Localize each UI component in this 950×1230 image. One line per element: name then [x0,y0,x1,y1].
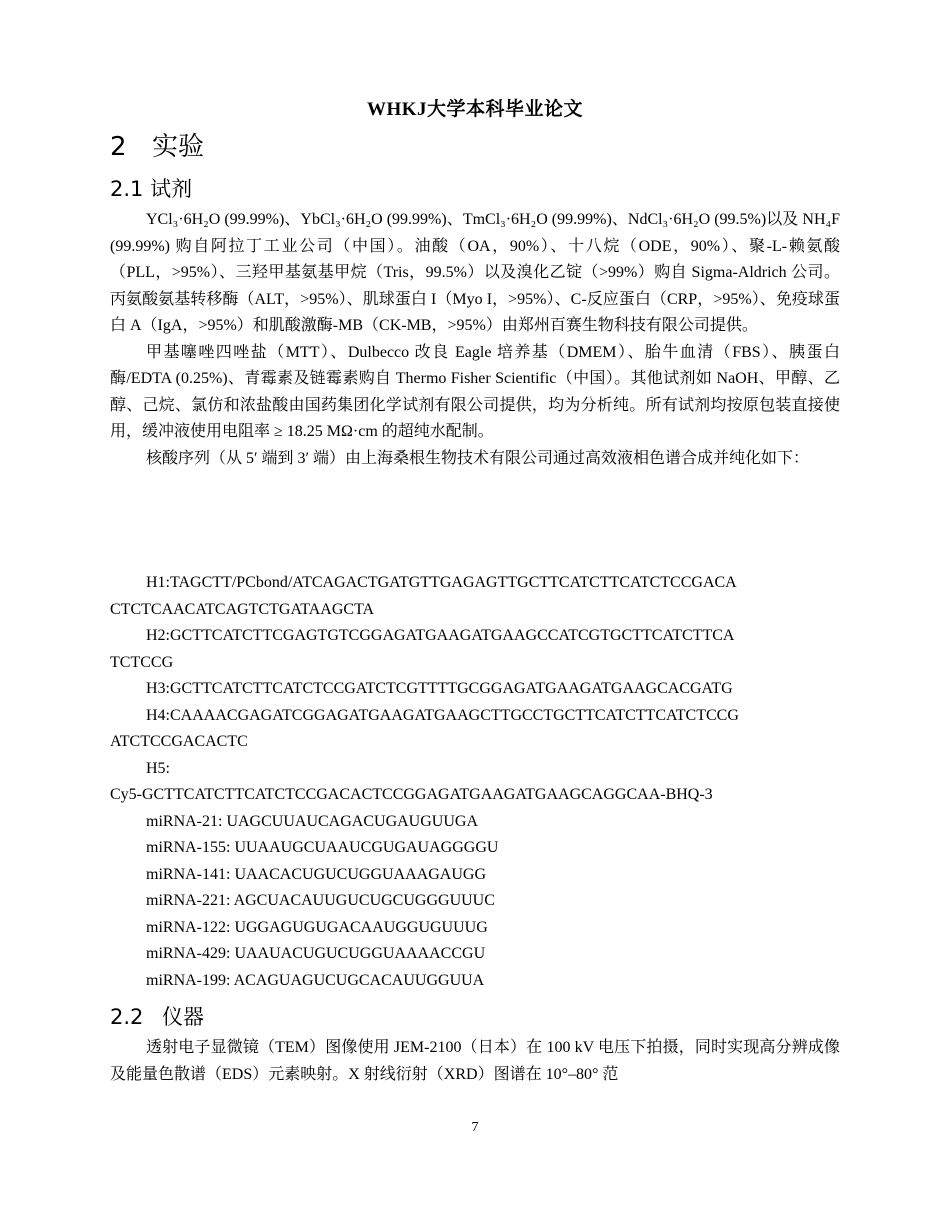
sequence-line: CTCTCAACATCAGTCTGATAAGCTA [110,600,375,618]
sequence-line: miRNA-21: UAGCUUAUCAGACUGAUGUUGA [146,812,478,830]
sequence-line: miRNA-155: UUAAUGCUAAUCGUGAUAGGGGU [146,839,499,856]
paragraph: 透射电子显微镜（TEM）图像使用 JEM-2100（日本）在 100 kV 电压下拍摄，同时实现高分辨成像及能量色散谱（EDS）元素映射。X 射线衍射（XRD）图谱在 10°–80° 范 [110,1039,840,1083]
section-heading-reagents [110,173,192,203]
paragraph: 甲基噻唑四唑盐（MTT）、Dulbecco 改良 Eagle 培养基（DMEM）、胎牛血清（FBS）、胰蛋白酶/EDTA (0.25%)、青霉素及链霉素购自 Thermo Fisher Scientific（中国）。其他试剂如 NaOH、甲醇、乙醇、己烷、氯仿和浓盐酸由国药集团化学试剂有限公司提供，均为分析纯。所有试剂均按原包装直接使用，缓冲液使用电阻率 ≥ 18.25 MΩ·cm 的超纯水配制。 [110,343,840,440]
sequence-line: H3:GCTTCATCTTCATCTCCGATCTCGTTTTGCGGAGATGAAGATGAAGCACGATG [146,680,733,697]
section-title: 试剂 [150,177,193,201]
instruments-body [110,1035,840,1088]
chapter-heading [110,126,204,163]
sequence-line: H1:TAGCTT/PCbond/ATCAGACTGATGTTGAGAGTTGCTTCATCTTCATCTCCGACA [146,574,737,591]
sequence-line: H2:GCTTCATCTTCGAGTGTCGGAGATGAAGATGAAGCCATCGTGCTTCATCTTCA [146,627,735,644]
paragraph: 核酸序列（从 5′ 端到 3′ 端）由上海桑根生物技术有限公司通过高效液相色谱合成并纯化如下： [146,449,810,467]
section-number: 2.2 [110,1005,144,1029]
sequence-line: miRNA-199: ACAGUAGUCUGCACAUUGGUUA [146,971,485,989]
chapter-title: 实验 [152,132,205,162]
sequence-line: miRNA-429: UAAUACUGUCUGGUAAAACCGU [146,945,486,962]
sequence-line: H4:CAAAACGAGATCGGAGATGAAGATGAAGCTTGCCTGCTTCATCTTCATCTCCG [146,706,739,724]
sequence-line: TCTCCG [110,653,174,671]
sequence-line: miRNA-141: UAACACUGUCUGGUAAAGAUGG [146,865,486,883]
reagents-body [110,207,840,472]
section-number: 2.1 [110,177,144,201]
paragraph: YCl₃·6H₂O (99.99%)、YbCl₃·6H₂O (99.99%)、TmCl₃·6H₂O (99.99%)、NdCl₃·6H₂O (99.5%)以及 NH₄F (99.99%) 购自阿拉丁工业公司（中国）。油酸（OA，90%）、十八烷（ODE，90%）、聚-L-赖氨酸（PLL，>95%）、三羟甲基氨基甲烷（Tris，99.5%）以及溴化乙锭（>99%）购自 Sigma-Aldrich 公司。丙氨酸氨基转移酶（ALT，>95%）、肌球蛋白 I（Myo I，>95%）、C-反应蛋白（CRP，>95%）、免疫球蛋白 A（IgA，>95%）和肌酸激酶-MB（CK-MB，>95%）由郑州百赛生物科技有限公司提供。 [110,211,840,334]
sequence-line: H5: [146,759,170,777]
running-header: WHKJ大学本科毕业论文 [366,99,584,120]
sequence-line: Cy5-GCTTCATCTTCATCTCCGACACTCCGGAGATGAAGATGAAGCAGGCAA-BHQ-3 [110,786,713,803]
sequence-line: ATCTCCGACACTC [110,733,248,750]
sequence-line: miRNA-221: AGCUACAUUGUCUGCUGGGUUUC [146,892,495,909]
chapter-number: 2 [110,132,127,162]
sequence-line: miRNA-122: UGGAGUGUGACAAUGGUGUUUG [146,918,488,936]
page-number: 7 [471,1120,479,1135]
sequence-list [110,570,840,994]
section-title: 仪器 [162,1005,204,1029]
section-heading-instruments [110,1001,204,1031]
